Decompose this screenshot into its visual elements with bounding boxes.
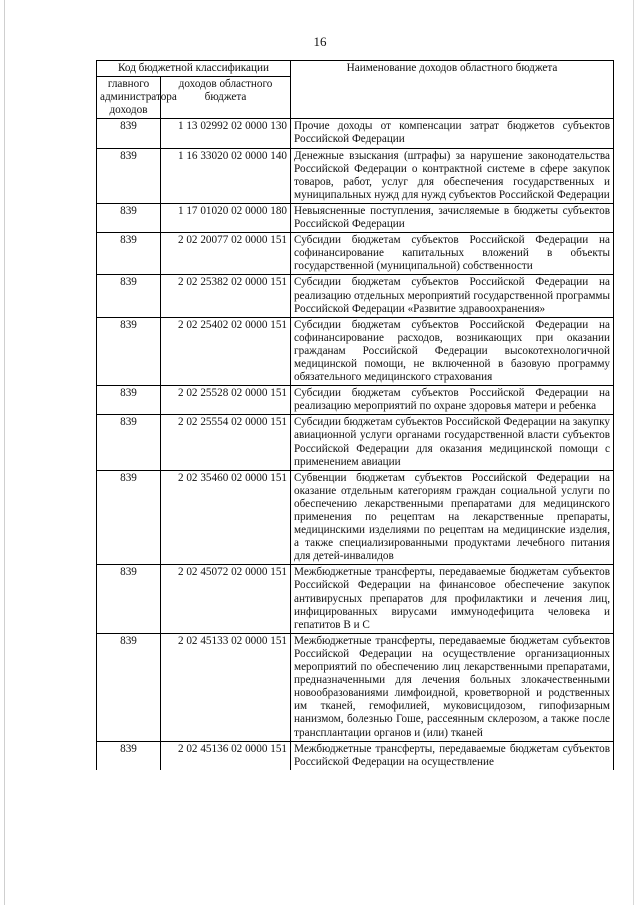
admin-code-cell: 839 — [97, 470, 161, 565]
income-name-cell: Субсидии бюджетам субъектов Российской Федерации на софинансирование расходов, возникающих при оказании гражданам Российской Федерации высокотехнологичной медицинской помощи, не включенной в базовую программу обязательного медицинского страхования — [291, 317, 614, 385]
income-code-cell: 2 02 25528 02 0000 151 — [161, 386, 291, 415]
income-name-cell: Субсидии бюджетам субъектов Российской Федерации на реализацию отдельных мероприятий государственной программы Российской Федерации «Развитие здравоохранения» — [291, 275, 614, 317]
admin-code-cell: 839 — [97, 233, 161, 275]
admin-code-cell: 839 — [97, 415, 161, 470]
admin-code-cell: 839 — [97, 119, 161, 148]
header-admin: главного администратора доходов — [97, 77, 161, 119]
budget-classification-table — [96, 60, 614, 770]
income-code-cell: 2 02 35460 02 0000 151 — [161, 470, 291, 565]
header-classification-code: Код бюджетной классификации — [97, 61, 291, 77]
table-row — [97, 317, 614, 385]
table-row — [97, 633, 614, 741]
scan-edge-left — [4, 0, 5, 905]
income-code-cell: 2 02 45136 02 0000 151 — [161, 741, 291, 770]
income-name-cell: Межбюджетные трансферты, передаваемые бюджетам субъектов Российской Федерации на финансовое обеспечение закупок антивирусных препаратов для профилактики и лечения лиц, инфицированных вирусами иммунодефицита человека и гепатитов В и С — [291, 565, 614, 633]
income-name-cell: Межбюджетные трансферты, передаваемые бюджетам субъектов Российской Федерации на осуществление организационных мероприятий по обеспечению лиц лекарственными препаратами, предназначенными для лечения больных злокачественными новообразованиями лимфоидной, кроветворной и родственных им тканей, гемофилией, муковисцидозом, гипофизарным нанизмом, болезнью Гоше, рассеянным склерозом, а также после трансплантации органов и (или) тканей — [291, 633, 614, 741]
income-code-cell: 2 02 25554 02 0000 151 — [161, 415, 291, 470]
table-row — [97, 415, 614, 470]
header-income-code: доходов областного бюджета — [161, 77, 291, 119]
table-row — [97, 741, 614, 770]
page-number: 16 — [313, 34, 327, 49]
income-name-cell: Денежные взыскания (штрафы) за нарушение законодательства Российской Федерации о контрактной системе в сфере закупок товаров, работ, услуг для обеспечения государственных и муниципальных нужд для нужд субъектов Российской Федерации — [291, 148, 614, 203]
income-code-cell: 2 02 45133 02 0000 151 — [161, 633, 291, 741]
income-code-cell: 1 16 33020 02 0000 140 — [161, 148, 291, 203]
admin-code-cell: 839 — [97, 565, 161, 633]
header-income-name: Наименование доходов областного бюджета — [291, 61, 614, 119]
admin-code-cell: 839 — [97, 317, 161, 385]
table-row — [97, 386, 614, 415]
income-code-cell: 2 02 20077 02 0000 151 — [161, 233, 291, 275]
admin-code-cell: 839 — [97, 386, 161, 415]
income-code-cell: 2 02 25402 02 0000 151 — [161, 317, 291, 385]
admin-code-cell: 839 — [97, 275, 161, 317]
income-code-cell: 1 13 02992 02 0000 130 — [161, 119, 291, 148]
table-row — [97, 203, 614, 232]
income-code-cell: 1 17 01020 02 0000 180 — [161, 203, 291, 232]
table-row — [97, 275, 614, 317]
income-code-cell: 2 02 25382 02 0000 151 — [161, 275, 291, 317]
income-name-cell: Субсидии бюджетам субъектов Российской Федерации на реализацию мероприятий по охране здоровья матери и ребенка — [291, 386, 614, 415]
income-name-cell: Субсидии бюджетам субъектов Российской Федерации на софинансирование капитальных вложений в объекты государственной (муниципальной) собственности — [291, 233, 614, 275]
income-name-cell: Невыясненные поступления, зачисляемые в бюджеты субъектов Российской Федерации — [291, 203, 614, 232]
table-row — [97, 233, 614, 275]
header-row-group — [97, 61, 614, 77]
income-code-cell: 2 02 45072 02 0000 151 — [161, 565, 291, 633]
table-row — [97, 470, 614, 565]
admin-code-cell: 839 — [97, 633, 161, 741]
admin-code-cell: 839 — [97, 741, 161, 770]
scan-edge-right — [633, 0, 634, 905]
admin-code-cell: 839 — [97, 203, 161, 232]
income-name-cell: Субсидии бюджетам субъектов Российской Федерации на закупку авиационной услуги органами государственной власти субъектов Российской Федерации для оказания медицинской помощи с применением авиации — [291, 415, 614, 470]
table-row — [97, 565, 614, 633]
income-name-cell: Субвенции бюджетам субъектов Российской Федерации на оказание отдельным категориям граждан социальной услуги по обеспечению лекарственными препаратами для медицинского применения по рецептам на лекарственные препараты, медицинскими изделиями по рецептам на медицинские изделия, а также специализированными продуктами лечебного питания для детей-инвалидов — [291, 470, 614, 565]
admin-code-cell: 839 — [97, 148, 161, 203]
table-row — [97, 119, 614, 148]
income-name-cell: Прочие доходы от компенсации затрат бюджетов субъектов Российской Федерации — [291, 119, 614, 148]
income-name-cell: Межбюджетные трансферты, передаваемые бюджетам субъектов Российской Федерации на осуществление — [291, 741, 614, 770]
table-row — [97, 148, 614, 203]
